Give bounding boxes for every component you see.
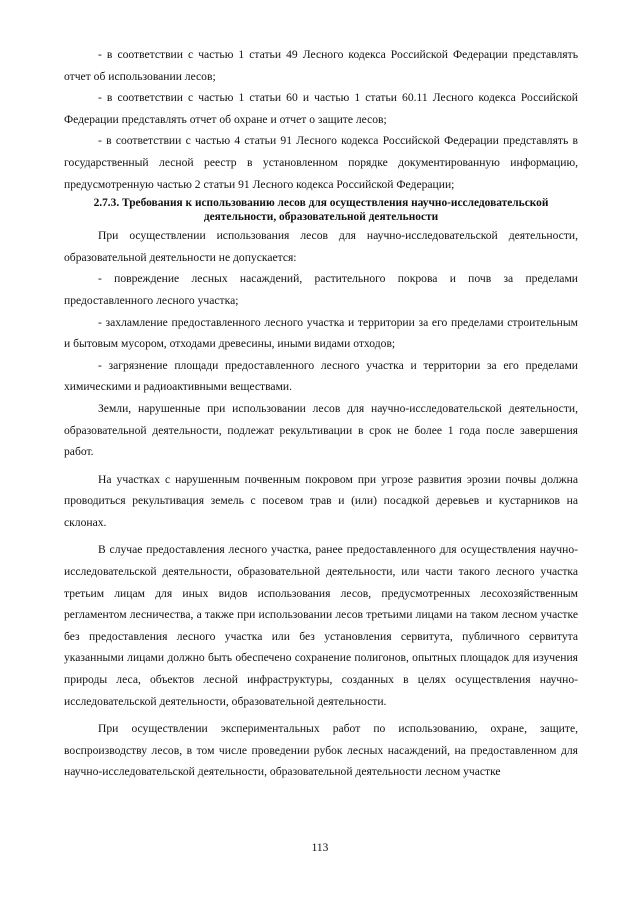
paragraph-not-allowed: При осуществлении использования лесов для научно-исследовательской деятельности, образовательной деятельности не допускается: — [64, 229, 578, 264]
paragraph-damage: - повреждение лесных насаждений, растительного покрова и почв за пределами предоставленного лесного участка; — [64, 272, 578, 307]
paragraph-experimental-works: При осуществлении экспериментальных работ по использованию, охране, защите, воспроизводству лесов, в том числе проведении рубок лесных насаждений, на предоставленном для научно-исследовательской деятельности, образовательной деятельности лесном участке — [64, 722, 578, 779]
page-number: 113 — [311, 842, 329, 854]
paragraph-report-protection: - в соответствии с частью 1 статьи 60 и частью 1 статьи 60.11 Лесного кодекса Российской Федерации представлять отчет об охране и отчет о защите лесов; — [64, 91, 578, 126]
page-content — [64, 44, 578, 783]
paragraph-recultivation-term: Земли, нарушенные при использовании лесов для научно-исследовательской деятельности, образовательной деятельности, подлежат рекультивации в срок не более 1 года после завершения работ. — [64, 401, 578, 459]
paragraph-forest-registry: - в соответствии с частью 4 статьи 91 Лесного кодекса Российской Федерации представлять в государственный лесной реестр в установленном порядке документированную информацию, предусмотренную частью 2 статьи 91 Лесного кодекса Российской Федерации; — [64, 134, 578, 191]
paragraph-erosion: На участках с нарушенным почвенным покровом при угрозе развития эрозии почвы должна проводиться рекультивация земель с посевом трав и (или) посадкой деревьев и кустарников на склонах. — [64, 472, 578, 529]
paragraph-third-parties: В случае предоставления лесного участка, ранее предоставленного для осуществления научно-исследовательской деятельности, образовательной деятельности, или части такого лесного участка третьим лицам для иных видов использования лесов, предусмотренных лесохозяйственным регламентом лесничества, а также при использовании лесов третьими лицами на таком лесном участке без предоставления лесного участка или без установления сервитута, публичного сервитута указанными лицами должно быть обеспечено сохранение полигонов, опытных площадок для изучения природы леса, объектов лесной инфраструктуры, созданных в целях осуществления научно-исследовательской деятельности, образовательной деятельности. — [64, 543, 578, 708]
section-heading: 2.7.3. Требования к использованию лесов для осуществления научно-исследовательской деятельности, образовательной деятельности — [93, 197, 549, 223]
paragraph-report-use: - в соответствии с частью 1 статьи 49 Лесного кодекса Российской Федерации представлять отчет об использовании лесов; — [64, 48, 578, 83]
paragraph-pollution: - загрязнение площади предоставленного лесного участка и территории за его пределами химическими и радиоактивными веществами. — [64, 358, 578, 394]
paragraph-littering: - захламление предоставленного лесного участка и территории за его пределами строительным и бытовым мусором, отходами древесины, иными видами отходов; — [64, 315, 578, 351]
